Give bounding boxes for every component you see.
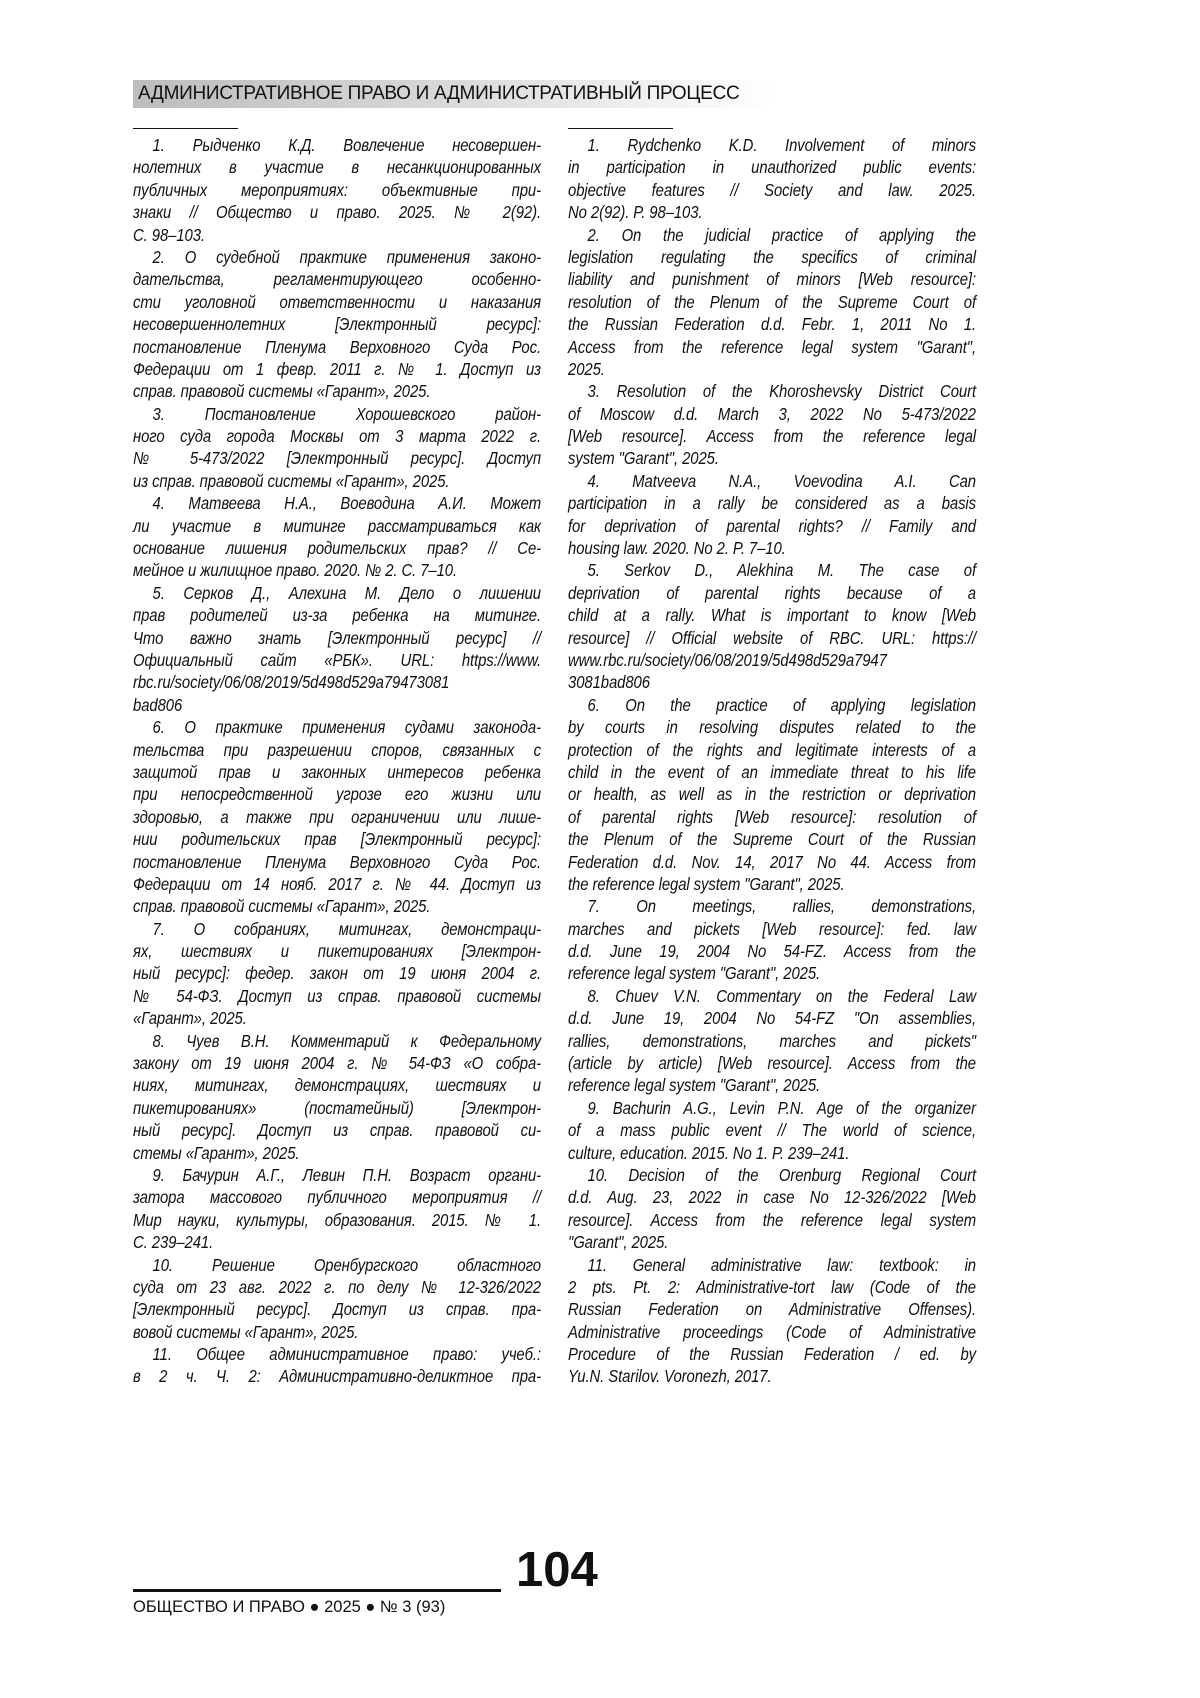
reference-item bbox=[568, 1254, 976, 1388]
reference-line: 11. General administrative law: textbook: in bbox=[568, 1254, 976, 1276]
reference-line: reference legal system "Garant", 2025. bbox=[568, 962, 976, 984]
reference-line: 7. О собраниях, митингах, демонстраци- bbox=[133, 918, 541, 940]
reference-line: of parental rights [Web resource]: resolution of bbox=[568, 806, 976, 828]
reference-line: housing law. 2020. No 2. P. 7–10. bbox=[568, 537, 976, 559]
reference-item bbox=[568, 134, 976, 224]
reference-item bbox=[133, 492, 541, 582]
reference-line: 11. Общее административное право: учеб.: bbox=[133, 1343, 541, 1365]
reference-line: bad806 bbox=[133, 694, 541, 716]
reference-line: Официальный сайт «РБК». URL: https://www. bbox=[133, 649, 541, 671]
reference-line: of a mass public event // The world of science, bbox=[568, 1119, 976, 1141]
reference-line: мейное и жилищное право. 2020. № 2. С. 7–10. bbox=[133, 559, 541, 581]
reference-item bbox=[568, 694, 976, 896]
reference-line: затора массового публичного мероприятия // bbox=[133, 1186, 541, 1208]
reference-line: culture, education. 2015. No 1. P. 239–241. bbox=[568, 1142, 976, 1164]
reference-line: the Russian Federation d.d. Febr. 1, 2011 No 1. bbox=[568, 313, 976, 335]
journal-footer: ОБЩЕСТВО И ПРАВО ● 2025 ● № 3 (93) bbox=[133, 1598, 445, 1617]
reference-line: resource] // Official website of RBC. URL: https:// bbox=[568, 627, 976, 649]
reference-line: нии родительских прав [Электронный ресурс]: bbox=[133, 828, 541, 850]
reference-line: Что важно знать [Электронный ресурс] // bbox=[133, 627, 541, 649]
reference-line: child in the event of an immediate threat to his life bbox=[568, 761, 976, 783]
reference-item bbox=[133, 134, 541, 246]
reference-line: 1. Rydchenko K.D. Involvement of minors bbox=[568, 134, 976, 156]
reference-line: ного суда города Москвы от 3 марта 2022 г. bbox=[133, 425, 541, 447]
references-en-column bbox=[568, 134, 976, 1388]
reference-line: deprivation of parental rights because of a bbox=[568, 582, 976, 604]
reference-line: 9. Бачурин А.Г., Левин П.Н. Возраст органи- bbox=[133, 1164, 541, 1186]
reference-line: 3. Постановление Хорошевского район- bbox=[133, 403, 541, 425]
reference-line: прав родителей из-за ребенка на митинге. bbox=[133, 604, 541, 626]
reference-line: 2. On the judicial practice of applying the bbox=[568, 224, 976, 246]
reference-line: 3081bad806 bbox=[568, 671, 976, 693]
reference-item bbox=[568, 1097, 976, 1164]
reference-line: из справ. правовой системы «Гарант», 2025. bbox=[133, 470, 541, 492]
reference-line: 10. Decision of the Orenburg Regional Court bbox=[568, 1164, 976, 1186]
footer-rule bbox=[133, 1589, 501, 1592]
reference-line: 9. Bachurin A.G., Levin P.N. Age of the organizer bbox=[568, 1097, 976, 1119]
reference-line: 3. Resolution of the Khoroshevsky District Court bbox=[568, 380, 976, 402]
reference-line: resource]. Access from the reference legal system bbox=[568, 1209, 976, 1231]
reference-item bbox=[568, 559, 976, 693]
reference-line: or health, as well as in the restriction or deprivation bbox=[568, 783, 976, 805]
reference-item bbox=[568, 985, 976, 1097]
reference-item bbox=[568, 224, 976, 381]
reference-line: marches and pickets [Web resource]: fed. law bbox=[568, 918, 976, 940]
footnote-separator-ru bbox=[133, 128, 238, 129]
reference-line: справ. правовой системы «Гарант», 2025. bbox=[133, 380, 541, 402]
reference-line: [Электронный ресурс]. Доступ из справ. пра- bbox=[133, 1298, 541, 1320]
reference-item bbox=[568, 470, 976, 560]
reference-line: вовой системы «Гарант», 2025. bbox=[133, 1321, 541, 1343]
reference-line: пикетированиях» (постатейный) [Электрон- bbox=[133, 1097, 541, 1119]
reference-line: в 2 ч. Ч. 2: Административно-деликтное пра- bbox=[133, 1365, 541, 1387]
reference-line: при непосредственной угрозе его жизни или bbox=[133, 783, 541, 805]
reference-line: "Garant", 2025. bbox=[568, 1231, 976, 1253]
reference-item bbox=[133, 582, 541, 716]
reference-line: reference legal system "Garant", 2025. bbox=[568, 1074, 976, 1096]
reference-line: суда от 23 авг. 2022 г. по делу № 12-326/2022 bbox=[133, 1276, 541, 1298]
reference-line: справ. правовой системы «Гарант», 2025. bbox=[133, 895, 541, 917]
reference-item bbox=[568, 895, 976, 985]
reference-line: С. 239–241. bbox=[133, 1231, 541, 1253]
reference-line: С. 98–103. bbox=[133, 224, 541, 246]
section-header bbox=[133, 80, 773, 108]
reference-line: 8. Чуев В.Н. Комментарий к Федеральному bbox=[133, 1030, 541, 1052]
reference-line: Федерации от 14 нояб. 2017 г. № 44. Доступ из bbox=[133, 873, 541, 895]
reference-line: № 54-ФЗ. Доступ из справ. правовой системы bbox=[133, 985, 541, 1007]
reference-item bbox=[133, 1343, 541, 1388]
reference-line: основание лишения родительских прав? // Се- bbox=[133, 537, 541, 559]
reference-line: ниях, митингах, демонстрациях, шествиях и bbox=[133, 1074, 541, 1096]
reference-line: Access from the reference legal system "Garant", bbox=[568, 336, 976, 358]
reference-line: rallies, demonstrations, marches and pickets" bbox=[568, 1030, 976, 1052]
reference-line: несовершеннолетних [Электронный ресурс]: bbox=[133, 313, 541, 335]
reference-line: стемы «Гарант», 2025. bbox=[133, 1142, 541, 1164]
reference-line: тельства при разрешении споров, связанных с bbox=[133, 739, 541, 761]
reference-line: [Web resource]. Access from the reference legal bbox=[568, 425, 976, 447]
reference-line: 2. О судебной практике применения законо- bbox=[133, 246, 541, 268]
reference-line: Yu.N. Starilov. Voronezh, 2017. bbox=[568, 1365, 976, 1387]
reference-line: 2 pts. Pt. 2: Administrative-tort law (Code of the bbox=[568, 1276, 976, 1298]
reference-line: публичных мероприятиях: объективные при- bbox=[133, 179, 541, 201]
reference-line: 1. Рыдченко К.Д. Вовлечение несовершен- bbox=[133, 134, 541, 156]
reference-line: Мир науки, культуры, образования. 2015. № 1. bbox=[133, 1209, 541, 1231]
reference-line: ный ресурс]. Доступ из справ. правовой си- bbox=[133, 1119, 541, 1141]
reference-line: постановление Пленума Верховного Суда Рос. bbox=[133, 851, 541, 873]
reference-line: system "Garant", 2025. bbox=[568, 447, 976, 469]
reference-item bbox=[568, 1164, 976, 1254]
reference-line: 6. On the practice of applying legislation bbox=[568, 694, 976, 716]
reference-line: защитой прав и законных интересов ребенка bbox=[133, 761, 541, 783]
reference-line: for deprivation of parental rights? // Family and bbox=[568, 515, 976, 537]
reference-line: rbc.ru/society/06/08/2019/5d498d529a79473081 bbox=[133, 671, 541, 693]
reference-line: ный ресурс]: федер. закон от 19 июня 2004 г. bbox=[133, 962, 541, 984]
reference-line: Administrative proceedings (Code of Administrative bbox=[568, 1321, 976, 1343]
reference-line: legislation regulating the specifics of criminal bbox=[568, 246, 976, 268]
reference-line: objective features // Society and law. 2025. bbox=[568, 179, 976, 201]
reference-line: знаки // Общество и право. 2025. № 2(92). bbox=[133, 201, 541, 223]
reference-line: Федерации от 1 февр. 2011 г. № 1. Доступ из bbox=[133, 358, 541, 380]
reference-line: 5. Serkov D., Alekhina M. The case of bbox=[568, 559, 976, 581]
reference-line: № 5-473/2022 [Электронный ресурс]. Доступ bbox=[133, 447, 541, 469]
references-ru-column bbox=[133, 134, 541, 1388]
reference-line: Federation d.d. Nov. 14, 2017 No 44. Access from bbox=[568, 851, 976, 873]
reference-line: Russian Federation on Administrative Offenses). bbox=[568, 1298, 976, 1320]
reference-line: здоровью, а также при ограничении или лише- bbox=[133, 806, 541, 828]
reference-line: постановление Пленума Верховного Суда Рос. bbox=[133, 336, 541, 358]
reference-line: 4. Матвеева Н.А., Воеводина А.И. Может bbox=[133, 492, 541, 514]
footnote-separator-en bbox=[568, 128, 673, 129]
reference-line: 5. Серков Д., Алехина М. Дело о лишении bbox=[133, 582, 541, 604]
reference-line: resolution of the Plenum of the Supreme Court of bbox=[568, 291, 976, 313]
reference-item bbox=[133, 918, 541, 1030]
reference-item bbox=[133, 716, 541, 918]
reference-line: 4. Matveeva N.A., Voevodina A.I. Can bbox=[568, 470, 976, 492]
section-title: АДМИНИСТРАТИВНОЕ ПРАВО И АДМИНИСТРАТИВНЫЙ ПРОЦЕСС bbox=[138, 83, 739, 105]
reference-line: «Гарант», 2025. bbox=[133, 1007, 541, 1029]
reference-line: child at a rally. What is important to know [Web bbox=[568, 604, 976, 626]
reference-item bbox=[568, 380, 976, 470]
reference-line: participation in a rally be considered as a basis bbox=[568, 492, 976, 514]
reference-line: Procedure of the Russian Federation / ed. by bbox=[568, 1343, 976, 1365]
reference-line: 2025. bbox=[568, 358, 976, 380]
reference-line: дательства, регламентирующего особенно- bbox=[133, 268, 541, 290]
reference-line: 8. Chuev V.N. Commentary on the Federal Law bbox=[568, 985, 976, 1007]
reference-line: No 2(92). P. 98–103. bbox=[568, 201, 976, 223]
reference-line: сти уголовной ответственности и наказания bbox=[133, 291, 541, 313]
reference-line: 6. О практике применения судами законода- bbox=[133, 716, 541, 738]
reference-line: of Moscow d.d. March 3, 2022 No 5-473/2022 bbox=[568, 403, 976, 425]
reference-line: 7. On meetings, rallies, demonstrations, bbox=[568, 895, 976, 917]
reference-line: in participation in unauthorized public events: bbox=[568, 156, 976, 178]
reference-item bbox=[133, 246, 541, 403]
reference-item bbox=[133, 1164, 541, 1254]
reference-line: (article by article) [Web resource]. Access from the bbox=[568, 1052, 976, 1074]
reference-line: d.d. Aug. 23, 2022 in case No 12-326/2022 [Web bbox=[568, 1186, 976, 1208]
reference-line: by courts in resolving disputes related to the bbox=[568, 716, 976, 738]
reference-item bbox=[133, 1030, 541, 1164]
reference-line: liability and punishment of minors [Web resource]: bbox=[568, 268, 976, 290]
reference-line: d.d. June 19, 2004 No 54-FZ "On assemblies, bbox=[568, 1007, 976, 1029]
reference-line: ли участие в митинге рассматриваться как bbox=[133, 515, 541, 537]
reference-item bbox=[133, 1254, 541, 1344]
reference-line: the Plenum of the Supreme Court of the Russian bbox=[568, 828, 976, 850]
reference-line: protection of the rights and legitimate interests of a bbox=[568, 739, 976, 761]
reference-line: ях, шествиях и пикетированиях [Электрон- bbox=[133, 940, 541, 962]
reference-line: d.d. June 19, 2004 No 54-FZ. Access from the bbox=[568, 940, 976, 962]
reference-line: the reference legal system "Garant", 2025. bbox=[568, 873, 976, 895]
reference-item bbox=[133, 403, 541, 493]
reference-line: 10. Решение Оренбургского областного bbox=[133, 1254, 541, 1276]
page-number: 104 bbox=[516, 1544, 598, 1596]
reference-line: нолетних в участие в несанкционированных bbox=[133, 156, 541, 178]
reference-line: закону от 19 июня 2004 г. № 54-ФЗ «О собра- bbox=[133, 1052, 541, 1074]
reference-line: www.rbc.ru/society/06/08/2019/5d498d529a7947 bbox=[568, 649, 976, 671]
